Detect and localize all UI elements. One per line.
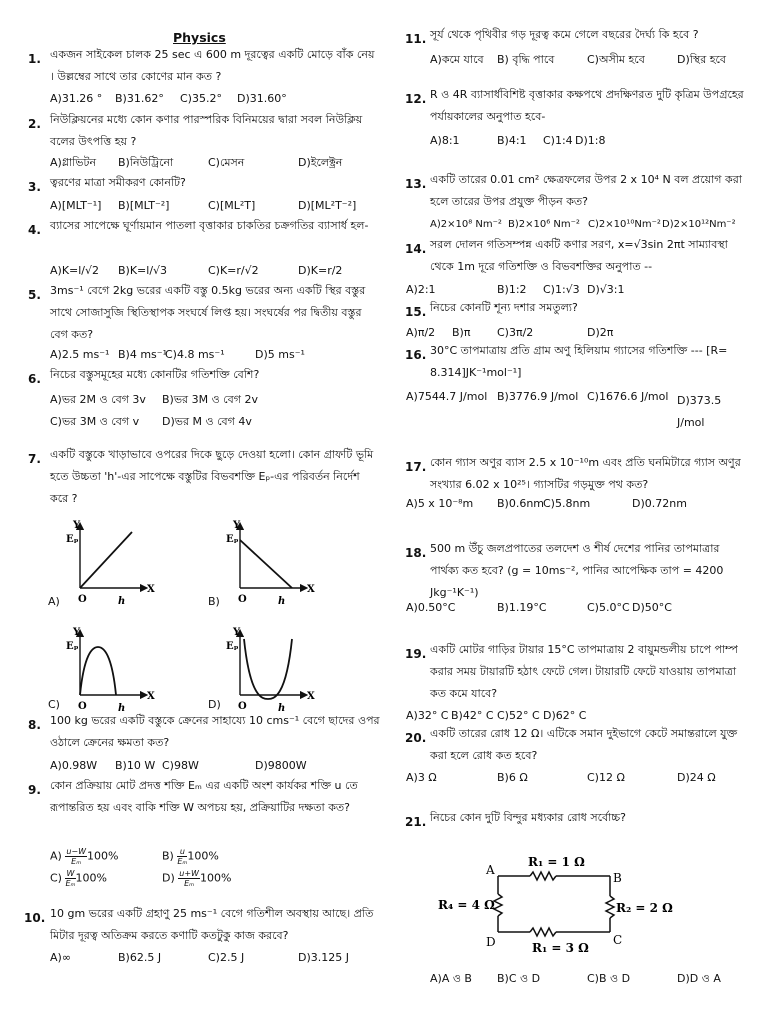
option-a[interactable]: A)0.50°C <box>406 601 456 614</box>
question-text: ব্যাসের সাপেক্ষে ঘূর্ণায়মান পাতলা বৃত্তাকার চাকতির চক্রগতির ব্যাসার্ধ হল- <box>50 219 369 232</box>
fraction <box>178 869 200 888</box>
question-text: কোন প্রক্রিয়ায় মোট প্রদত্ত শক্তি Eₘ এর একটি অংশ কার্যকর শক্তি u তে রূপান্তরিত হয় এবং বাকি শক্তি W অপচয় হয়, প্রক্রিয়াটির দক্ষতা কত? <box>50 779 358 814</box>
question-text: R ও 4R ব্যাসার্ধবিশিষ্ট বৃত্তাকার কক্ষপথে প্রদক্ষিণরত দুটি কৃত্রিম উপগ্রহের পর্যায়কালের অনুপাত হবে- <box>430 88 744 123</box>
graph-c[interactable] <box>58 625 158 715</box>
fraction-den: Eₘ <box>177 857 188 866</box>
option-c[interactable]: C)5.8nm <box>543 497 591 510</box>
option-b[interactable]: B)4 ms⁻¹ <box>118 348 167 361</box>
question-number: 4. <box>28 223 41 237</box>
option-c[interactable] <box>50 869 107 888</box>
option-d[interactable]: D)3.125 J <box>298 951 349 964</box>
option-a[interactable]: A)π/2 <box>406 326 436 339</box>
option-a[interactable]: A)ভর 2M ও বেগ 3v <box>50 393 146 406</box>
option-b[interactable]: B)1.19°C <box>497 601 547 614</box>
fraction-num: u <box>177 847 187 857</box>
option-d[interactable]: D)62° C <box>543 709 587 722</box>
option-d[interactable]: D)2π <box>587 326 614 339</box>
option-b[interactable]: B)62.5 J <box>118 951 162 964</box>
resistor-r3 <box>530 928 556 936</box>
node-a: A <box>486 863 495 877</box>
graph-a[interactable] <box>58 518 158 608</box>
option-c[interactable]: C)12 Ω <box>587 771 625 784</box>
label-r3: R₁ = 3 Ω <box>532 941 589 955</box>
option-d[interactable]: D)1:8 <box>575 134 606 147</box>
fraction <box>65 847 87 866</box>
origin-label: O <box>238 594 247 605</box>
option-d[interactable]: D)373.5 J/mol <box>677 394 722 429</box>
option-c[interactable]: C)মেসন <box>208 156 245 169</box>
origin-label: O <box>78 701 87 712</box>
option-c[interactable]: C)1676.6 J/mol <box>587 390 669 403</box>
node-c: C <box>613 933 623 947</box>
option-b[interactable]: B)42° C <box>451 709 494 722</box>
question-text: নিচের কোন দুটি বিন্দুর মধ্যকার রোধ সর্বোচ্চ? <box>430 811 627 824</box>
option-a[interactable]: A)8:1 <box>430 134 460 147</box>
option-a[interactable]: A) <box>48 595 60 608</box>
fraction-den: Eₘ <box>65 879 76 888</box>
option-d[interactable]: D)ভর M ও বেগ 4v <box>162 415 252 428</box>
axis-x-label: X <box>307 691 315 702</box>
option-a[interactable]: A)32° C <box>406 709 449 722</box>
option-b[interactable]: B)10 W <box>115 759 156 772</box>
label-r4: R₄ = 4 Ω <box>438 898 495 912</box>
question-number: 3. <box>28 180 41 194</box>
axis-h-label: h <box>278 596 286 607</box>
axis-ep-label: Eₚ <box>66 534 79 545</box>
question-number: 13. <box>405 177 427 191</box>
question-number: 15. <box>405 305 427 319</box>
option-b[interactable]: B) বৃদ্ধি পাবে <box>497 53 555 66</box>
option-a[interactable]: A)3 Ω <box>406 771 437 784</box>
option-a[interactable]: A)2.5 ms⁻¹ <box>50 348 110 361</box>
resistor-r1 <box>530 872 556 880</box>
option-d[interactable] <box>162 869 231 888</box>
question-number: 11. <box>405 32 427 46</box>
question-text: একটি তারের 0.01 cm² ক্ষেত্রফলের উপর 2 x 10⁴ N বল প্রয়োগ করা হলে তারের উপর প্রযুক্ত পীড়ন কত? <box>430 173 742 208</box>
resistor-circuit-diagram <box>430 848 680 958</box>
option-b[interactable]: B)4:1 <box>497 134 527 147</box>
question-number: 2. <box>28 117 41 131</box>
option-d[interactable]: D)31.60° <box>237 92 287 105</box>
fraction-num: u+W <box>179 869 199 878</box>
axis-ep-label: Eₚ <box>226 534 239 545</box>
option-b[interactable]: B)31.62° <box>115 92 164 105</box>
option-c[interactable]: C)2.5 J <box>208 951 245 964</box>
question-number: 12. <box>405 92 427 106</box>
question-text: সূর্য থেকে পৃথিবীর গড় দূরত্ব কমে গেলে বছরের দৈর্ঘ্য কি হবে ? <box>430 28 699 41</box>
axis-x-label: X <box>307 584 315 595</box>
option-c[interactable]: C)2×10¹⁰Nm⁻² <box>588 219 661 230</box>
option-a[interactable]: A)5 x 10⁻⁸m <box>406 497 474 510</box>
label-r2: R₂ = 2 Ω <box>616 901 673 915</box>
option-d[interactable]: D)[ML²T⁻²] <box>298 199 357 212</box>
option-b[interactable]: B)π <box>452 326 471 339</box>
axis-y-label: Y <box>73 627 81 638</box>
option-b[interactable]: B)নিউট্রিনো <box>118 156 174 169</box>
question-text: নিচের কোনটি শূন্য দশার সমতুল্য? <box>430 301 578 314</box>
question-text: একটি তারের রোধ 12 Ω। এটিকে সমান দুইভাগে কেটে সমান্তরালে যুক্ত করা হলে রোধ কত হবে? <box>430 727 738 762</box>
option-b[interactable]: B)K=l/√3 <box>118 264 168 277</box>
option-c[interactable]: C)52° C <box>497 709 540 722</box>
option-a[interactable]: A)গ্লাভিটন <box>50 156 97 169</box>
option-c[interactable]: C)B ও D <box>587 972 631 985</box>
axis-ep-label: Eₚ <box>66 641 79 652</box>
option-c[interactable]: C)1:4 <box>543 134 573 147</box>
question-text: কোন গ্যাস অণুর ব্যাস 2.5 x 10⁻¹⁰m এবং প্রতি ঘনমিটারে গ্যাস অণুর সংখ্যার 6.02 x 10²⁵। গ্যাসটির গড়মুক্ত পথ কত? <box>430 456 741 491</box>
option-c[interactable]: C)ভর 3M ও বেগ v <box>50 415 140 428</box>
option-b[interactable]: B)3776.9 J/mol <box>497 390 579 403</box>
label-r1: R₁ = 1 Ω <box>528 855 585 869</box>
axis-y-label: Y <box>233 627 241 638</box>
question-number: 1. <box>28 52 41 66</box>
question-number: 10. <box>24 911 46 925</box>
percent: 100% <box>187 849 219 863</box>
option-a[interactable] <box>50 847 118 866</box>
fraction-den: Eₘ <box>184 879 195 888</box>
option-d[interactable]: D) <box>208 698 221 711</box>
option-c[interactable]: C)5.0°C <box>587 601 630 614</box>
option-a[interactable]: A)A ও B <box>430 972 472 985</box>
option-c[interactable]: C) <box>48 698 60 711</box>
option-b[interactable] <box>162 847 219 866</box>
page-title: Physics <box>173 30 226 45</box>
option-a[interactable]: A)0.98W <box>50 759 98 772</box>
axis-x-label: X <box>147 584 155 595</box>
axis-h-label: h <box>118 703 126 714</box>
question-number: 21. <box>405 815 427 829</box>
option-a[interactable]: A)K=l/√2 <box>50 264 100 277</box>
option-c[interactable]: C)K=r/√2 <box>208 264 259 277</box>
option-a[interactable]: A)7544.7 J/mol <box>406 390 488 403</box>
option-letter: C) <box>50 871 62 885</box>
option-c[interactable]: C)4.8 ms⁻¹ <box>165 348 225 361</box>
option-d[interactable]: D)√3:1 <box>587 283 625 296</box>
node-b: B <box>613 871 622 885</box>
question-number: 9. <box>28 783 41 797</box>
question-text: একটি বস্তুকে খাড়াভাবে ওপরের দিকে ছুড়ে দেওয়া হলো। কোন গ্রাফটি ভূমি হতে উচ্চতা 'h'-এর সাপেক্ষে বস্তুটির বিভবশক্তি Eₚ-এর পরিবর্তন নির্দেশ করে ? <box>50 448 374 505</box>
option-c[interactable]: C)[ML²T] <box>208 199 256 212</box>
axis-x-label: X <box>147 691 155 702</box>
option-c[interactable]: C)অসীম হবে <box>587 53 645 66</box>
option-a[interactable]: A)31.26 ° <box>50 92 103 105</box>
option-a[interactable]: A)∞ <box>50 951 71 964</box>
origin-label: O <box>238 701 247 712</box>
option-b[interactable]: B)2×10⁶ Nm⁻² <box>508 219 580 230</box>
option-letter: D) <box>162 871 175 885</box>
question-text: 10 gm ভরের একটি গ্রহাণু 25 ms⁻¹ বেগে গতিশীল অবস্থায় আছে। প্রতি মিটার দূরত্ব অতিক্রম করতে কণাটি কতটুকু কাজ করবে? <box>50 907 374 942</box>
axis-ep-label: Eₚ <box>226 641 239 652</box>
option-c[interactable]: C)3π/2 <box>497 326 534 339</box>
question-number: 5. <box>28 288 41 302</box>
question-text: 3ms⁻¹ বেগে 2kg ভরের একটি বস্তু 0.5kg ভরের অন্য একটি স্থির বস্তুর সাথে সোজাসুজি স্থিতিস্থাপক সংঘর্ষে লিপ্ত হয়। সংঘর্ষের পর দ্বিতীয় বস্তুর বেগ কত? <box>50 284 366 341</box>
fraction-den: Eₘ <box>71 857 82 866</box>
question-text: 500 m উঁচু জলপ্রপাতের তলদেশ ও শীর্ষ দেশের পানির তাপমাত্রার পার্থক্য কত হবে? (g = 10ms⁻², পানির আপেক্ষিক তাপ = 4200 Jkg⁻¹K⁻¹) <box>430 542 724 599</box>
axis-y-label: Y <box>233 520 241 531</box>
fraction-num: W <box>66 869 75 878</box>
question-number: 20. <box>405 731 427 745</box>
option-d[interactable]: D)5 ms⁻¹ <box>255 348 305 361</box>
question-text: নিউক্লিয়নের মধ্যে কোন কণার পারস্পরিক বিনিময়ের দ্বারা সবল নিউক্লিয় বলের উৎপত্তি হয় ? <box>50 113 363 148</box>
origin-label: O <box>78 594 87 605</box>
option-c[interactable]: C)98W <box>162 759 199 772</box>
option-c[interactable]: C)1:√3 <box>543 283 580 296</box>
fraction <box>177 847 187 866</box>
question-number: 16. <box>405 348 427 362</box>
option-d[interactable]: D)ইলেক্ট্রন <box>298 156 343 169</box>
question-text: 100 kg ভরের একটি বস্তুকে ক্রেনের সাহায্যে 10 cms⁻¹ বেগে ছাদের ওপর ওঠালে ক্রেনের ক্ষমতা কত? <box>50 714 380 749</box>
option-b[interactable]: B)[MLT⁻²] <box>118 199 170 212</box>
option-a[interactable]: A)কমে যাবে <box>430 53 484 66</box>
option-b[interactable]: B)0.6nm <box>497 497 545 510</box>
question-text: 30°C তাপমাত্রায় প্রতি গ্রাম অণু হিলিয়াম গ্যাসের গতিশক্তি --- [R= 8.314]JK⁻¹mol⁻¹] <box>430 344 728 379</box>
option-b[interactable]: B)C ও D <box>497 972 541 985</box>
question-text: সরল দোলন গতিসম্পন্ন একটি কণার সরণ, x=√3sin 2πt সাম্যাবস্থা থেকে 1m দূরে গতিশক্তি ও বিভবশক্তির অনুপাত -- <box>430 238 728 273</box>
question-number: 17. <box>405 460 427 474</box>
option-d[interactable]: D)স্থির হবে <box>677 53 727 66</box>
option-letter: B) <box>162 849 174 863</box>
question-number: 18. <box>405 546 427 560</box>
option-d[interactable]: D)0.72nm <box>632 497 687 510</box>
option-b[interactable]: B)1:2 <box>497 283 527 296</box>
option-d[interactable]: D)9800W <box>255 759 307 772</box>
percent: 100% <box>75 871 107 885</box>
option-a[interactable]: A)2×10⁸ Nm⁻² <box>430 219 502 230</box>
option-d[interactable]: D)D ও A <box>677 972 721 985</box>
question-number: 7. <box>28 452 41 466</box>
resistor-r4 <box>494 894 502 916</box>
option-c[interactable]: C)35.2° <box>180 92 222 105</box>
question-number: 19. <box>405 647 427 661</box>
question-text: একজন সাইকেল চালক 25 sec এ 600 m দূরত্বের একটি মোড়ে বাঁক নেয় । উল্লম্বের সাথে তার কোণের মান কত ? <box>50 48 375 83</box>
option-b[interactable]: B)6 Ω <box>497 771 528 784</box>
question-number: 14. <box>405 242 427 256</box>
option-d[interactable]: D)2×10¹²Nm⁻² <box>662 219 736 230</box>
axis-h-label: h <box>118 596 126 607</box>
graph-b[interactable] <box>218 518 318 608</box>
axis-y-label: Y <box>73 520 81 531</box>
option-b[interactable]: B)ভর 3M ও বেগ 2v <box>162 393 258 406</box>
axis-h-label: h <box>278 703 286 714</box>
option-d[interactable]: D)50°C <box>632 601 672 614</box>
option-letter: A) <box>50 849 62 863</box>
node-d: D <box>486 935 496 949</box>
question-text: ত্বরণের মাত্রা সমীকরণ কোনটি? <box>50 176 186 189</box>
fraction-num: u−W <box>66 847 87 856</box>
option-a[interactable]: A)2:1 <box>406 283 436 296</box>
resistor-r2 <box>606 896 614 918</box>
graph-d[interactable] <box>218 625 318 715</box>
question-number: 6. <box>28 372 41 386</box>
option-a[interactable]: A)[MLT⁻¹] <box>50 199 102 212</box>
percent: 100% <box>87 849 119 863</box>
option-b[interactable]: B) <box>208 595 220 608</box>
question-text: একটি মোটর গাড়ির টায়ার 15°C তাপমাত্রায় 2 বায়ুমন্ডলীয় চাপে পাম্প করার সময় টায়ারটি হঠাৎ ফেটে গেল। টায়ারটি ফেটে যাওয়ায় তাপমাত্রা কত কমে যাবে? <box>430 643 738 700</box>
fraction <box>65 869 75 888</box>
question-text: নিচের বস্তুসমূহের মধ্যে কোনটির গতিশক্তি বেশি? <box>50 368 260 381</box>
option-d[interactable]: D)24 Ω <box>677 771 716 784</box>
percent: 100% <box>199 871 232 885</box>
option-d[interactable]: D)K=r/2 <box>298 264 343 277</box>
question-number: 8. <box>28 718 41 732</box>
